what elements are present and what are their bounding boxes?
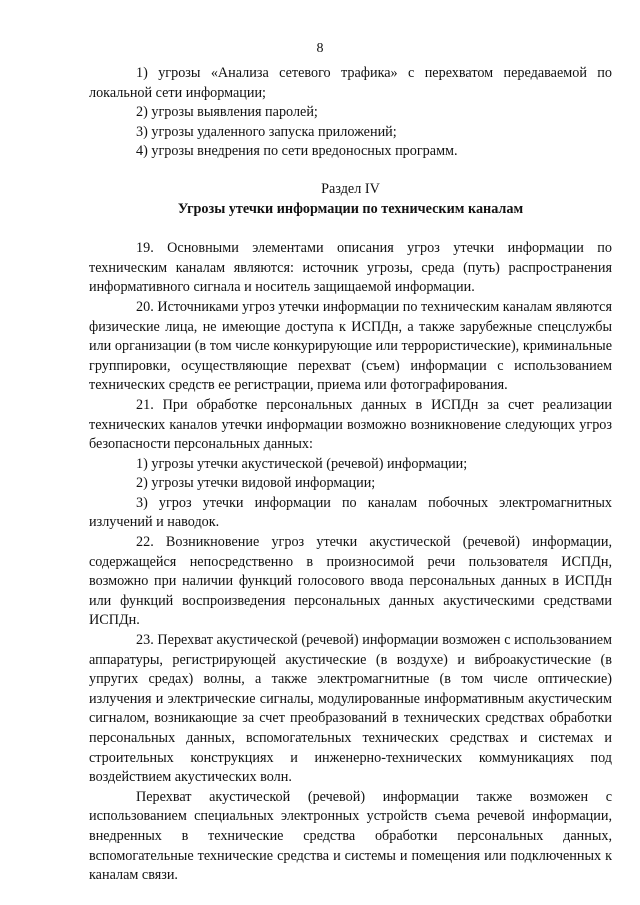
- paragraph-20: 20. Источниками угроз утечки информации по техническим каналам являются физические лица, не имеющие доступа к ИСПДн, а также зарубежные спецслужбы или организации (в том числе конкурирующие или террористические), криминальные группировки, осуществляющие перехват (съем) информации с использованием технических средств ее регистрации, приема или фотографирования.: [89, 298, 612, 394]
- paragraph-23-continued: Перехват акустической (речевой) информации также возможен с использованием специальных электронных устройств съема речевой информации, внедренных в технические средства обработки персональных данных, вспомогательные технические средства и системы и помещения или подключенных к каналам связи.: [89, 788, 612, 884]
- list-item: 3) угроз утечки информации по каналам побочных электромагнитных излучений и наводок.: [89, 494, 612, 531]
- section-label: Раздел IV: [321, 180, 380, 197]
- section-title: Угрозы утечки информации по техническим каналам: [177, 200, 524, 217]
- paragraph-21: 21. При обработке персональных данных в ИСПДн за счет реализации технических каналов утечки информации возможно возникновение следующих угроз безопасности персональных данных:: [89, 396, 612, 453]
- paragraph-23: 23. Перехват акустической (речевой) информации возможен с использованием аппаратуры, регистрирующей акустические (в воздухе) и виброакустические (в упругих средах) волны, а также электромагнитные (в том числе оптические) излучения и электрические сигналы, модулированные информативным акустическим сигналом, возникающие за счет преобразований в технических средствах обработки персональных данных, вспомогательных технических средствах и системах и строительных конструкциях и инженерно-технических коммуникациях под воздействием акустических волн.: [89, 632, 612, 786]
- list-item: 2) угрозы утечки видовой информации;: [136, 475, 376, 492]
- list-item: 4) угрозы внедрения по сети вредоносных программ.: [136, 143, 458, 160]
- document-body: [89, 64, 612, 886]
- paragraph-19: 19. Основными элементами описания угроз утечки информации по техническим каналам являются: источник угрозы, среда (путь) распространения информативного сигнала и носитель защищаемой информации.: [89, 240, 612, 296]
- paragraph-22: 22. Возникновение угроз утечки акустической (речевой) информации, содержащейся непосредственно в произносимой речи пользователя ИСПДн, возможно при наличии функций голосового ввода персональных данных в ИСПДн или функций воспроизведения персональных данных акустическими средствами ИСПДн.: [89, 534, 612, 629]
- list-item: 1) угрозы «Анализа сетевого трафика» с перехватом передаваемой по локальной сети информации;: [89, 65, 612, 101]
- page-number: 8: [316, 41, 324, 56]
- list-item: 1) угрозы утечки акустической (речевой) информации;: [136, 455, 468, 472]
- list-item: 3) угрозы удаленного запуска приложений;: [136, 123, 397, 140]
- list-item: 2) угрозы выявления паролей;: [136, 104, 318, 121]
